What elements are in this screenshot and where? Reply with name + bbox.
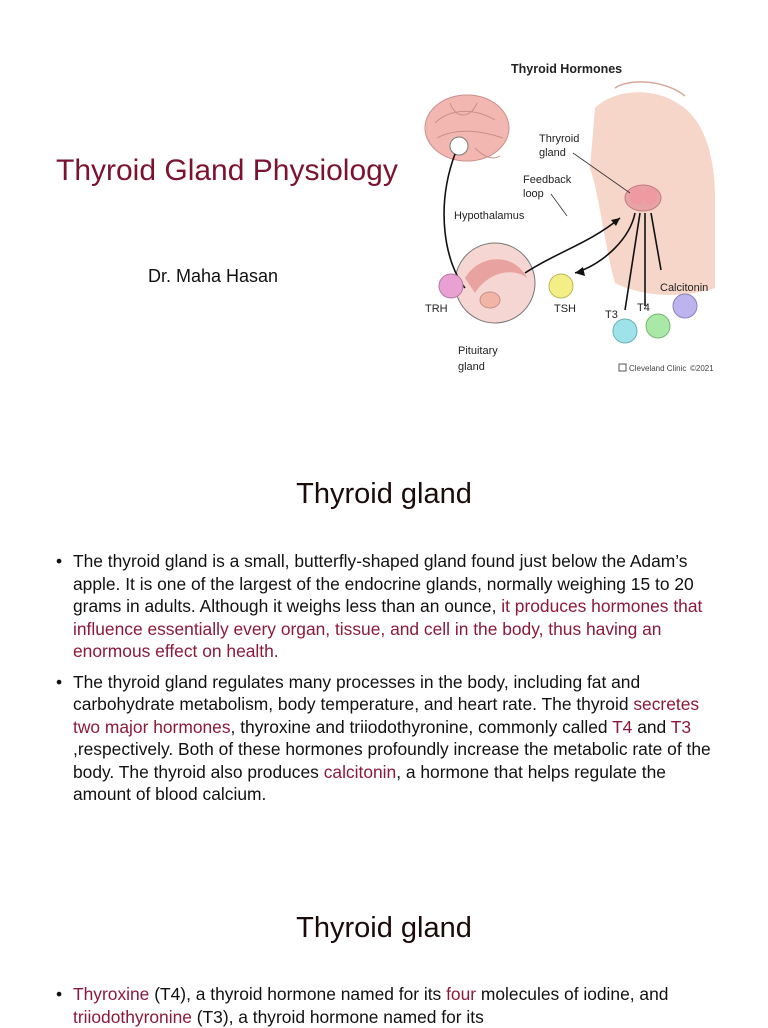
thyroid-gland-label: Thryroid: [539, 133, 580, 145]
t3-ball: [613, 319, 637, 343]
hypothalamus-label: Hypothalamus: [454, 210, 525, 222]
slide3-heading: Thyroid gland: [296, 912, 472, 944]
trh-label: TRH: [425, 303, 448, 315]
feedback-loop-label: Feedback: [523, 174, 572, 186]
bullet-text: ,respectively. Both of these hormones profoundly increase the metabolic rate of the body. The thyroid also produces: [73, 739, 711, 782]
trh-ball: [439, 274, 463, 298]
bullet-text: , a hormone that helps regulate the amount of blood calcium.: [73, 761, 666, 804]
bullet-text: The thyroid gland regulates many processes in the body, including fat and carbohydrate metabolism, body temperature, and heart rate. The thyroid: [73, 671, 641, 714]
bullet-text: , thyroxine and triiodothyronine, commonly called: [230, 716, 613, 737]
thyroid-hormones-diagram: [415, 48, 727, 384]
slide2-bullet-list: [56, 550, 716, 814]
list-item: [56, 983, 716, 1028]
pituitary-label-2: gland: [458, 361, 485, 373]
diagram-title: Thyroid Hormones: [511, 62, 623, 76]
slide2-heading: Thyroid gland: [296, 478, 472, 510]
bullet-text: (T3), a thyroid hormone named for its: [191, 1006, 484, 1027]
highlight-text: secretes two major hormones: [73, 694, 700, 737]
bullet-text: (T4), a thyroid hormone named for its: [149, 984, 447, 1004]
highlight-text: T3: [670, 716, 692, 737]
highlight-text: four: [446, 984, 477, 1004]
highlight-text: T4: [612, 716, 633, 737]
t4-ball: [646, 314, 670, 338]
brain-illustration: [425, 95, 509, 161]
highlight-text: calcitonin: [323, 761, 397, 782]
highlight-text: triiodothyronine: [73, 1006, 192, 1027]
author-name: Dr. Maha Hasan: [148, 266, 279, 286]
bullet-text: molecules of iodine, and: [476, 984, 669, 1004]
tsh-label: TSH: [554, 303, 576, 315]
thyroid-gland-label-2: gland: [539, 147, 566, 159]
list-item: [56, 671, 716, 806]
presentation-title: Thyroid Gland Physiology: [56, 154, 398, 187]
credit-label: Cleveland Clinic: [629, 364, 687, 373]
t3-label: T3: [605, 309, 618, 321]
pituitary-label: Pituitary: [458, 345, 498, 357]
tsh-ball: [549, 274, 573, 298]
slide3-bullet-list: [56, 983, 716, 1028]
copyright-year: ©2021: [690, 364, 714, 373]
highlight-text: it produces hormones that influence essentially every organ, tissue, and cell in the body, thus having an enormous effect on health.: [73, 596, 703, 661]
highlight-text: Thyroxine: [73, 984, 150, 1004]
calcitonin-ball: [673, 294, 697, 318]
bullet-text: and: [632, 716, 671, 737]
list-item: [56, 550, 716, 663]
feedback-loop-label-2: loop: [523, 188, 544, 200]
pituitary-zoom: [455, 243, 535, 323]
bullet-text: The thyroid gland is a small, butterfly-shaped gland found just below the Adam’s apple. It is one of the largest of the endocrine glands, normally weighing 15 to 20 grams in adults. Although it weighs less than an ounce,: [73, 551, 694, 616]
t4-label: T4: [637, 302, 650, 314]
title-slide: [0, 0, 768, 400]
calcitonin-label: Calcitonin: [660, 282, 709, 294]
